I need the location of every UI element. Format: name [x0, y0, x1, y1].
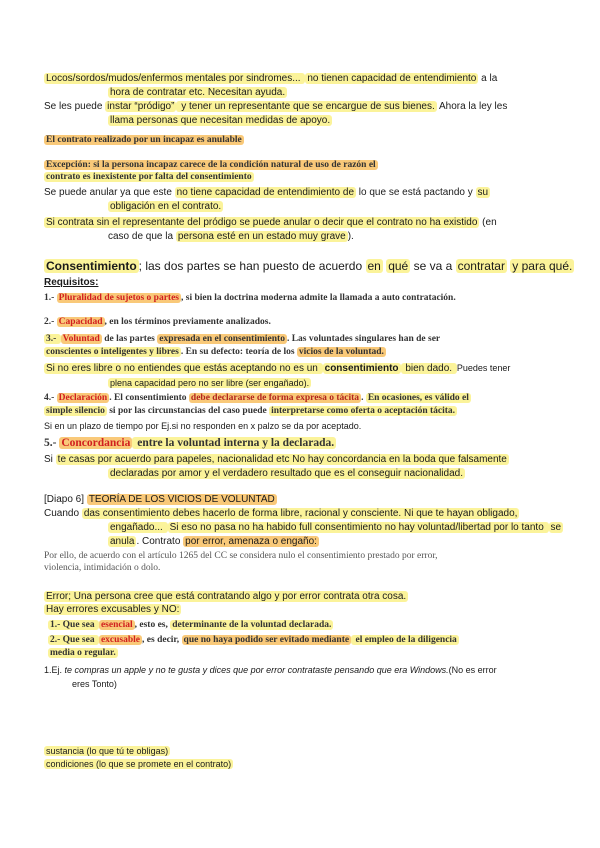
text-segment: Consentimiento	[46, 259, 137, 273]
text-line	[44, 186, 490, 199]
text-line	[44, 493, 277, 506]
text-segment: si por las circunstancias del caso puede	[106, 406, 270, 416]
text-line	[44, 292, 456, 305]
text-segment: que no haya podido ser evitado mediante	[183, 635, 350, 645]
text-line	[48, 634, 459, 647]
text-line	[48, 619, 333, 632]
text-segment: Voluntad	[62, 334, 100, 344]
text-segment: consentimiento	[324, 363, 399, 374]
text-line	[44, 259, 574, 274]
text-line	[44, 316, 271, 329]
text-segment: en	[367, 259, 381, 273]
text-segment: 1.- Que sea	[50, 620, 97, 630]
text-segment: [Diapo 6]	[44, 494, 87, 505]
text-segment: (No es error	[448, 665, 497, 675]
text-line	[108, 114, 332, 127]
text-segment: 1.-	[44, 293, 57, 303]
text-segment: de las partes	[101, 334, 158, 344]
text-segment: , si bien la doctrina moderna admite la llamada a auto contratación.	[181, 293, 456, 303]
text-segment: violencia, intimidación o dolo.	[44, 563, 161, 573]
text-segment: 1.Ej.	[44, 665, 65, 675]
text-segment: determinante de la voluntad declarada.	[172, 620, 332, 630]
text-segment: ).	[347, 231, 354, 242]
text-segment: Cuando	[44, 508, 82, 519]
text-segment: engañado...	[110, 522, 166, 533]
text-segment: , esto es,	[134, 620, 171, 630]
text-segment: y para qué.	[512, 259, 573, 273]
text-line	[44, 405, 457, 418]
text-segment: Hay errores excusables y NO:	[46, 604, 180, 615]
text-segment: Se puede anular ya que este	[44, 187, 175, 198]
text-line	[44, 72, 497, 85]
text-segment: entre la voluntad interna y la declarada.	[134, 437, 335, 449]
text-segment: simple silencio	[46, 406, 105, 416]
text-segment: 4.-	[44, 393, 57, 403]
text-line	[44, 562, 160, 575]
text-segment: . El consentimiento	[109, 393, 189, 403]
text-line	[44, 436, 336, 450]
text-line	[44, 276, 98, 289]
text-line	[44, 362, 510, 375]
text-line	[44, 603, 181, 616]
text-line	[108, 377, 311, 390]
text-segment: excusable	[100, 635, 141, 645]
text-segment: , en los términos previamente analizados.	[104, 317, 271, 327]
text-segment: expresada en el consentimiento	[159, 334, 285, 344]
text-segment: vicios de la voluntad.	[298, 347, 384, 357]
text-segment: obligación en el contrato.	[110, 201, 222, 212]
text-segment: Si	[44, 454, 56, 465]
text-segment: Declaración	[58, 393, 108, 403]
text-segment: el empleo de la diligencia	[353, 635, 457, 645]
text-line	[72, 678, 117, 691]
text-segment: declaradas por amor y el verdadero resultado que es el conseguir nacionalidad.	[110, 468, 463, 479]
text-segment: Si contrata sin el representante del pródigo se puede anular o decir que el contrato no ha existido	[46, 217, 478, 228]
text-segment: , es decir,	[142, 635, 182, 645]
text-segment: persona esté en un estado muy grave	[177, 231, 346, 242]
text-line	[108, 521, 563, 534]
text-segment: contratar	[457, 259, 505, 273]
text-segment: Si eso no pasa no ha habido full consentimiento no hay voluntad/libertad por lo tanto	[169, 522, 547, 533]
text-segment: Error; Una persona cree que está contratando algo y por error contrata otra cosa.	[46, 591, 407, 602]
text-segment: interpretarse como oferta o aceptación tácita.	[271, 406, 456, 416]
text-line	[44, 100, 507, 113]
text-segment: (en	[479, 217, 497, 228]
text-segment: Excepción: si la persona incapaz carece de la condición natural de uso de razón el	[46, 160, 376, 170]
text-segment: anula	[110, 536, 135, 547]
text-segment: te compras un apple y no te gusta y dices que por error contrataste pensando que era Windows.	[64, 665, 449, 675]
text-segment: bien dado.	[402, 363, 455, 374]
text-segment: Concordancia	[61, 437, 131, 449]
text-line	[44, 216, 497, 229]
text-line	[108, 467, 465, 480]
text-line	[44, 758, 233, 771]
text-segment: se va a	[410, 259, 456, 273]
text-segment: eres Tonto)	[72, 679, 117, 689]
text-line	[48, 647, 118, 660]
text-segment: Requisitos:	[44, 277, 99, 288]
text-line	[44, 171, 254, 184]
text-segment: TEORÍA DE LOS VICIOS DE VOLUNTAD	[88, 494, 275, 505]
text-line	[44, 134, 244, 147]
text-segment: . Las voluntades singulares han de ser	[286, 334, 441, 344]
text-segment: Se les puede	[44, 101, 106, 112]
text-segment: Ahora la ley les	[436, 101, 508, 112]
text-segment: Pluralidad de sujetos o partes	[58, 293, 180, 303]
text-line	[44, 590, 408, 603]
text-line	[44, 346, 386, 359]
text-segment: media o regular.	[50, 648, 116, 658]
text-segment: contrato es inexistente por falta del consentimiento	[46, 172, 252, 182]
text-line	[44, 392, 471, 405]
text-segment: sustancia (lo que tú te obligas)	[46, 746, 169, 756]
text-segment: .	[361, 393, 366, 403]
text-segment: a la	[478, 73, 498, 84]
text-segment: Puedes tener	[456, 363, 511, 373]
text-segment: lo que se está pactando y	[356, 187, 476, 198]
text-segment: llama personas que necesitan medidas de apoyo.	[110, 115, 331, 126]
text-line	[108, 230, 354, 243]
text-segment: te casas por acuerdo para papeles, nacionalidad etc No hay concordancia en la boda que falsamente	[57, 454, 507, 465]
text-line	[44, 333, 440, 346]
text-line	[44, 453, 509, 466]
text-segment: . Contrato	[136, 536, 184, 547]
text-segment: . En su defecto: teoría de los	[180, 347, 297, 357]
text-segment: qué	[388, 259, 409, 273]
text-segment: esencial	[100, 620, 133, 630]
text-segment: su	[477, 187, 489, 198]
text-line	[44, 507, 519, 520]
text-segment: condiciones (lo que se promete en el contrato)	[46, 759, 232, 769]
text-segment: das consentimiento debes hacerlo de forma libre, racional y consciente. Ni que te hayan obligado,	[83, 508, 518, 519]
text-segment: El contrato realizado por un incapaz es anulable	[46, 135, 242, 145]
text-line	[108, 200, 223, 213]
text-segment: hora de contratar etc. Necesitan ayuda.	[110, 87, 286, 98]
text-segment: no tienen capacidad de entendimiento	[307, 73, 477, 84]
text-segment: 2.-	[44, 317, 57, 327]
text-segment: Locos/sordos/mudos/enfermos mentales por sindromes...	[46, 73, 304, 84]
text-line	[108, 86, 287, 99]
text-segment: por error, amenaza o engaño:	[185, 536, 317, 547]
text-segment: 3.-	[46, 334, 59, 344]
text-segment: no tiene capacidad de entendimiento de	[176, 187, 355, 198]
text-line	[44, 420, 361, 433]
text-segment: En ocasiones, es válido el	[367, 393, 469, 403]
text-segment: 5.-	[44, 437, 60, 449]
text-segment: instar “pródigo”	[107, 101, 175, 112]
text-line	[44, 745, 170, 758]
text-segment: debe declararse de forma expresa o tácita	[190, 393, 360, 403]
text-line	[108, 535, 319, 548]
text-segment: plena capacidad pero no ser libre (ser engañado).	[110, 378, 310, 388]
text-segment: Si no eres libre o no entiendes que estás aceptando no es un	[46, 363, 321, 374]
text-segment: Si en un plazo de tiempo por Ej.si no responden en x palzo se da por aceptado.	[44, 421, 362, 431]
text-segment: Capacidad	[58, 317, 103, 327]
text-segment: conscientes o inteligentes y libres	[46, 347, 179, 357]
text-segment: caso de que la	[108, 231, 176, 242]
text-segment: Por ello, de acuerdo con el artículo 1265 del CC se considera nulo el consentimiento prestado por error,	[44, 551, 438, 561]
text-segment: se	[550, 522, 562, 533]
text-segment: ; las dos partes se han puesto de acuerdo	[138, 259, 366, 273]
text-segment: y tener un representante que se encargue de sus bienes.	[178, 101, 435, 112]
text-line	[44, 664, 497, 677]
text-segment: 2.- Que sea	[50, 635, 97, 645]
